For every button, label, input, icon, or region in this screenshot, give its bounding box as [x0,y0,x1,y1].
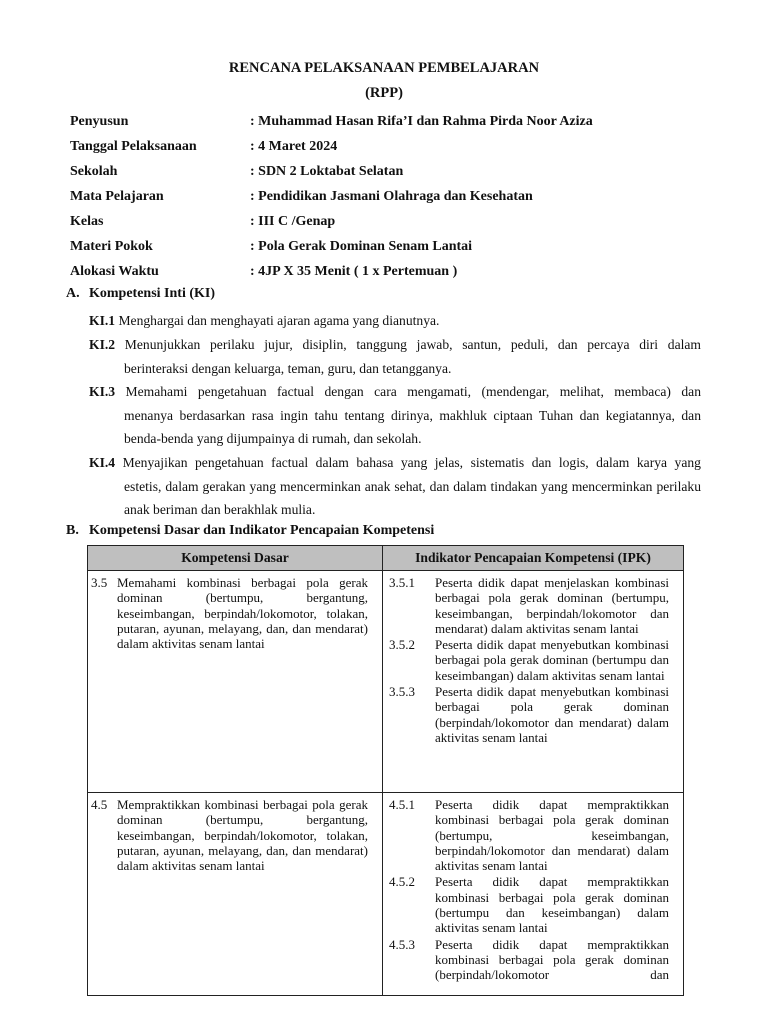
meta-value: : Pendidikan Jasmani Olahraga dan Kesehatan [250,188,533,204]
ipk-item [389,874,669,935]
ki-code: KI.1 [89,313,116,328]
kd-cell [88,793,383,995]
ipk-item [389,684,669,745]
meta-label: Penyusun [70,113,129,129]
table-header-ipk: Indikator Pencapaian Kompetensi (IPK) [415,550,651,565]
ipk-item [389,637,669,683]
meta-label: Materi Pokok [70,238,153,254]
document-subtitle: (RPP) [365,85,403,101]
meta-row-kelas [70,209,710,234]
meta-row-mata-pelajaran [70,184,710,209]
ipk-number: 4.5.2 [389,874,415,890]
ipk-cell [383,793,683,995]
meta-row-materi-pokok [70,234,710,259]
table-row [88,793,683,995]
meta-label: Mata Pelajaran [70,188,164,204]
ipk-item [389,575,669,636]
ki-text-continued: menanya berdasarkan rasa ingin tahu tentang dirinya, makhluk ciptaan Tuhan dan kegiatannya, dan benda-benda yang dijumpainya di rumah, dan sekolah. [124,407,701,446]
ki-text-continued: berinteraksi dengan keluarga, teman, guru, dan tetangganya. [124,360,452,376]
meta-row-alokasi-waktu [70,259,710,284]
meta-label: Kelas [70,213,104,229]
kd-cell [88,571,383,792]
ipk-item [389,937,669,983]
kd-text: Memahami kombinasi berbagai pola gerak dominan (bertumpu, bergantung, keseimbangan, berpindah/lokomotor, tolakan, putaran, ayunan, melayang, dan, dan mendarat) dalam aktivitas senam lantai [117,575,368,652]
kd-number: 4.5 [91,797,108,812]
kd-text: Mempraktikkan kombinasi berbagai pola gerak dominan (bertumpu, bergantung, keseimbangan, berpindah/lokomotor, tolakan, putaran, ayunan, melayang, dan, dan mendarat) dalam aktivitas senam lantai [117,797,368,874]
meta-value: : 4 Maret 2024 [250,138,338,154]
ipk-text: Peserta didik dapat mempraktikkan kombinasi berbagai pola gerak dominan (bertumpu, keseimbangan, berpindah/lokomotor dan mendarat) dalam aktivitas senam lantai [435,797,669,874]
document-title: RENCANA PELAKSANAAN PEMBELAJARAN [228,60,540,76]
section-title: Kompetensi Inti (KI) [89,286,215,301]
ipk-text: Peserta didik dapat mempraktikkan kombinasi berbagai pola gerak dominan (bertumpu dan keseimbangan) dalam aktivitas senam lantai [435,874,669,936]
meta-value: : III C /Genap [250,213,336,229]
section-title: Kompetensi Dasar dan Indikator Pencapaian Kompetensi [89,523,435,538]
table-row [88,571,683,793]
ipk-number: 3.5.3 [389,684,415,700]
meta-label: Tanggal Pelaksanaan [70,138,197,154]
ipk-text: Peserta didik dapat menyebutkan kombinasi berbagai pola gerak dominan (bertumpu dan keseimbangan) dalam aktivitas senam lantai [435,637,669,683]
meta-row-penyusun [70,109,710,134]
meta-label: Sekolah [70,163,118,179]
ipk-text: Peserta didik dapat menjelaskan kombinasi berbagai pola gerak dominan (bertumpu, keseimbangan, berpindah/lokomotor dan mendarat) dalam aktivitas senam lantai [435,575,669,636]
ipk-number: 3.5.2 [389,637,415,653]
ki-text: Menunjukkan perilaku jujur, disiplin, tanggung jawab, santun, peduli, dan percaya diri dalam [124,337,701,352]
meta-value: : 4JP X 35 Menit ( 1 x Pertemuan ) [250,263,458,279]
ki-item-2 [89,333,701,380]
ki-text: Menyajikan pengetahuan factual dalam bahasa yang jelas, sistematis dan logis, dalam karya yang [122,455,701,470]
section-a-heading [66,286,215,302]
meta-info-block [70,109,710,284]
ki-item-3 [89,380,701,451]
table-header-row [88,546,683,571]
ipk-number: 4.5.3 [389,936,415,952]
section-letter: A. [66,286,80,301]
meta-row-sekolah [70,159,710,184]
ki-text-continued: estetis, dalam gerakan yang mencerminkan anak sehat, dan dalam tindakan yang mencerminkan perilaku anak beriman dan berakhlak mulia. [124,478,701,517]
ki-code: KI.2 [89,337,116,352]
kd-number: 3.5 [91,575,108,590]
meta-value: : Muhammad Hasan Rifa’I dan Rahma Pirda Noor Aziza [250,113,593,129]
kd-ipk-table [87,545,684,996]
ki-text: Memahami pengetahuan factual dengan cara mengamati, (mendengar, melihat, membaca) dan [125,384,701,399]
meta-value: : Pola Gerak Dominan Senam Lantai [250,238,473,254]
meta-label: Alokasi Waktu [70,263,159,279]
meta-value: : SDN 2 Loktabat Selatan [250,163,404,179]
ipk-cell [383,571,683,792]
ipk-item [389,797,669,873]
ki-text: Menghargai dan menghayati ajaran agama yang dianutnya. [118,313,440,328]
ki-item-1 [89,309,701,333]
meta-row-tanggal [70,134,710,159]
ipk-number: 3.5.1 [389,575,415,590]
ipk-number: 4.5.1 [389,797,415,812]
ipk-text: Peserta didik dapat menyebutkan kombinasi berbagai pola gerak dominan (berpindah/lokomotor dan mendarat) dalam aktivitas senam lantai [435,684,669,745]
table-header-kd: Kompetensi Dasar [88,546,383,570]
ki-code: KI.4 [89,455,116,470]
ki-code: KI.3 [89,384,116,399]
section-letter: B. [66,523,79,538]
ipk-text: Peserta didik dapat mempraktikkan kombinasi berbagai pola gerak dominan (berpindah/lokomotor dan [435,936,669,983]
section-b-heading [66,523,434,539]
ki-item-4 [89,451,701,522]
